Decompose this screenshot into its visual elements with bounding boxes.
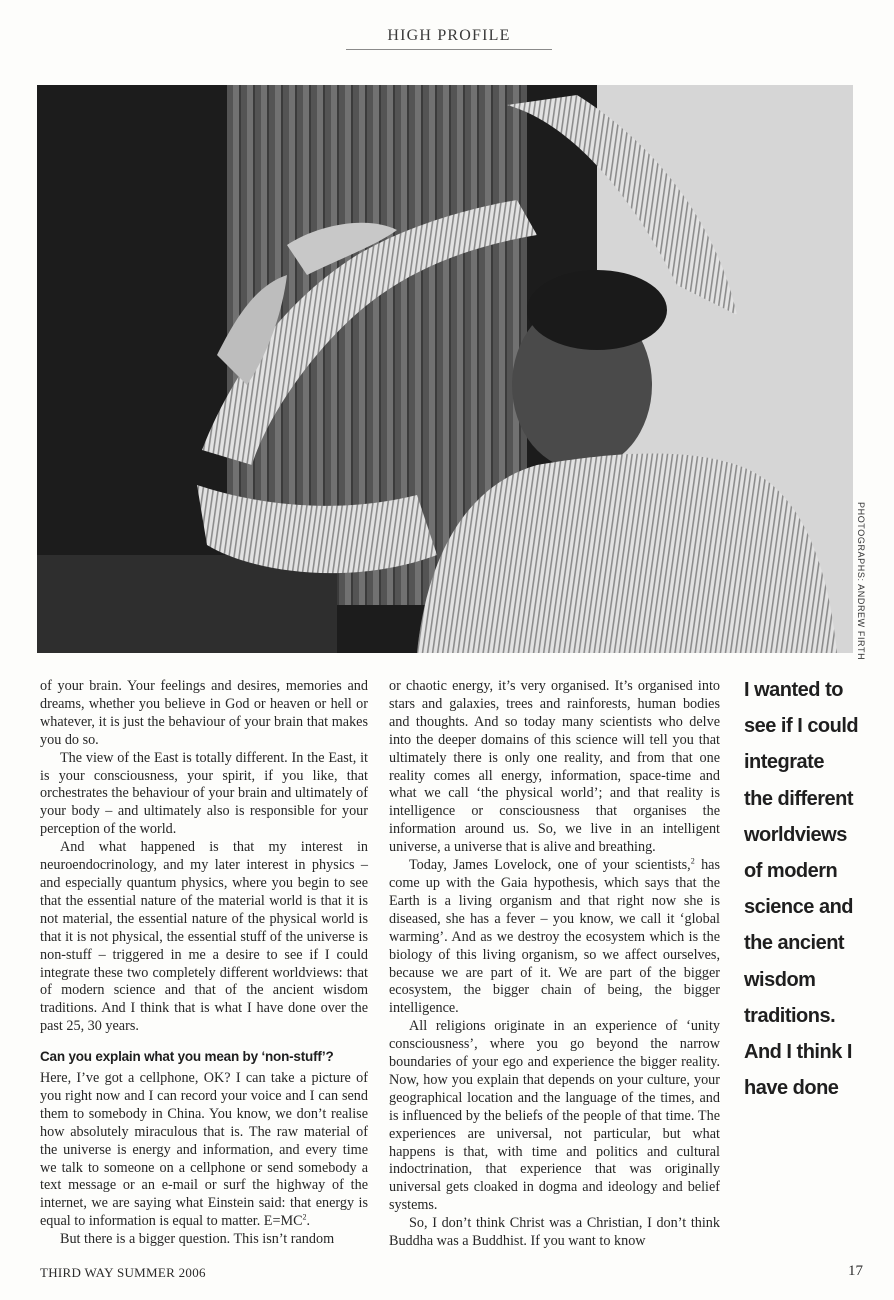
publication-name: THIRD WAY [40,1265,114,1280]
paragraph: And what happened is that my interest in neuroendocrinology, and my later interest in physics – and especially quantum physics, where you begin to see that the essential nature of the material world is that it is not material, the essential nature of the physical world is that it is not physical, the essential stuff of the universe is non-stuff – triggered in me a desire to see if I could integrate these two completely different worldviews: that of modern science and that of the ancient wisdom traditions. And I think that is what I have done over the past 25, 30 years. [40,839,368,1035]
paragraph: So, I don’t think Christ was a Christian, I don’t think Buddha was a Buddhist. If you want to know [389,1215,720,1250]
paragraph [389,857,720,1018]
pull-quote-line: integrate [744,751,824,774]
portrait-photo [37,85,853,653]
pull-quote-line: of modern [744,860,838,883]
article-column-2 [389,678,720,1251]
paragraph: The view of the East is totally different. In the East, it is your consciousness, your spirit, if you like, that orchestrates the behaviour of your brain and ultimately of your body – and ultimately also is responsible for your perception of the world. [40,749,368,838]
paragraph-text: Here, I’ve got a cellphone, OK? I can take a picture of you right now and I can record your voice and I can send them to somebody in China. You know, we don’t realise how absolutely miraculous that is. The raw material of the universe is energy and information, and every time we talk to someone on a cellphone or send somebody a text message or an e-mail or surf the highway of the internet, we are saying what Einstein said: that energy is equal to information is equal to matter. E=MC [40,1070,368,1230]
pull-quote-line: I wanted to [744,679,843,701]
pull-quote-line: have done [744,1077,839,1100]
pull-quote-line: the different [744,787,854,810]
article-column-1 [40,678,368,1249]
pull-quote [744,672,884,1106]
superscript: 2 [302,1212,307,1222]
section-label: HIGH PROFILE [346,27,552,50]
pull-quote-line: see if I could [744,715,859,738]
pull-quote-line: traditions. [744,1004,836,1027]
paragraph: But there is a bigger question. This isn’t random [60,1231,335,1248]
paragraph-text: has come up with the Gaia hypothesis, which says that the Earth is a living organism and that right now she is diseased, she has a fever – you know, we call it ‘global warming’. And as we destroy the ecosystem which is the biology of this living organism, so we affect ourselves, because we are part of it. We are part of the bigger ecosystem, the bigger chain of being, the bigger intelligence. [389,857,720,1017]
pull-quote-line: science and [744,896,854,919]
paragraph-text: Today, James Lovelock, one of your scientists, [409,857,691,874]
pull-quote-line: And I think I [744,1041,852,1064]
issue-date: SUMMER 2006 [116,1265,206,1280]
footnote-marker: 2 [690,856,695,866]
paragraph: All religions originate in an experience of ‘unity consciousness’, where you go beyond the narrow boundaries of your ego and experience the bigger reality. Now, how you explain that depends on your culture, your geographical location and the language of the times, and is influenced by the beliefs of the people of that time. The experiences are universal, not particular, but what happens is that, with time and politics and cultural indoctrination, that experience that was originally universal gets cloaked in dogma and ideology and belief systems. [389,1018,720,1214]
pull-quote-line: worldviews [744,823,847,846]
interview-question: Can you explain what you mean by ‘non-stuff’? [40,1049,334,1065]
page-footer [40,1265,206,1281]
paragraph [40,1070,368,1231]
pull-quote-line: the ancient [744,932,845,955]
pull-quote-line: wisdom [744,968,816,991]
page-number: 17 [848,1263,863,1279]
paragraph: of your brain. Your feelings and desires, memories and dreams, whether you believe in God or heaven or hell or whatever, it is just the behaviour of your brain that makes you do so. [40,678,368,748]
paragraph: or chaotic energy, it’s very organised. It’s organised into stars and galaxies, trees and rainforests, human bodies and thoughts. And so today many scientists who delve into the deeper domains of this science will tell you that ultimately there is only one reality, and from that one reality comes all energy, information, space-time and what we call ‘the physical world’; and that reality is intelligence or consciousness that organises the information around us. So, we live in an intelligent universe, a universe that is alive and breathing. [389,678,720,856]
photo-illustration [37,85,853,653]
paragraph-end: . [306,1213,311,1230]
photo-credit: PHOTOGRAPHS: ANDREW FIRTH [856,502,866,661]
